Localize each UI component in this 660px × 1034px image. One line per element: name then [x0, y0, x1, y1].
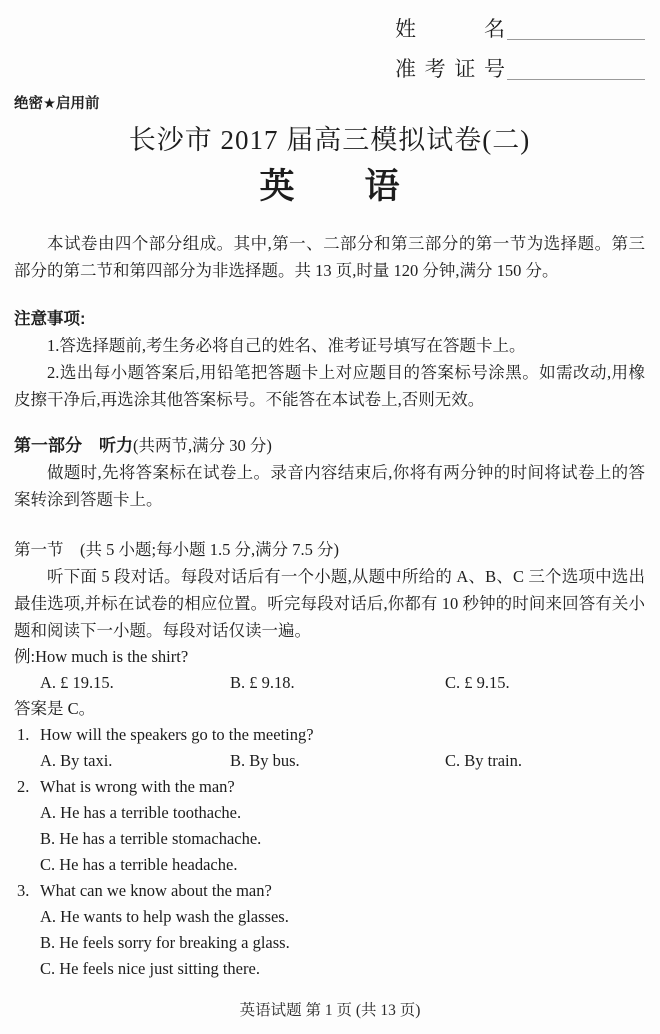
question-3-number: 3. — [17, 881, 30, 900]
question-2-text: What is wrong with the man? — [40, 777, 235, 796]
name-label: 姓名 — [395, 17, 505, 41]
notice-item-2: 2.选出每小题答案后,用铅笔把答题卡上对应题目的答案标号涂黑。如需改动,用橡皮擦干净后,再选涂其他答案标号。不能答在本试卷上,否则无效。 — [14, 363, 645, 409]
admission-number-fill-line — [507, 79, 645, 80]
example-option-a: A. £ 19.15. — [40, 673, 114, 692]
question-3-option-a: A. He wants to help wash the glasses. — [40, 907, 289, 926]
admission-number-field-row — [395, 54, 645, 84]
question-1-option-b: B. By bus. — [230, 751, 300, 770]
question-3-option-c: C. He feels nice just sitting there. — [40, 959, 260, 978]
notice-heading: 注意事项: — [14, 310, 86, 328]
page-footer: 英语试题 第 1 页 (共 13 页) — [239, 1002, 421, 1019]
section1-heading: 第一节 (共 5 小题;每小题 1.5 分,满分 7.5 分) — [14, 540, 339, 559]
question-3-text: What can we know about the man? — [40, 881, 272, 900]
candidate-info-block — [395, 14, 645, 84]
question-2-option-b: B. He has a terrible stomachache. — [40, 829, 262, 848]
name-field-row — [395, 14, 645, 44]
section1-instructions: 听下面 5 段对话。每段对话后有一个小题,从题中所给的 A、B、C 三个选项中选出最佳选项,并标在试卷的相应位置。听完每段对话后,你都有 10 秒钟的时间来回答有关小题和阅读下一小题。每段对话仅读一遍。 — [14, 567, 645, 640]
question-3 — [14, 878, 645, 982]
question-2-number: 2. — [17, 777, 30, 796]
name-fill-line — [507, 39, 645, 40]
question-1-option-c: C. By train. — [445, 751, 522, 770]
question-3-stem — [14, 878, 645, 904]
secrecy-notice: 绝密★启用前 — [14, 96, 100, 112]
question-2-option-a: A. He has a terrible toothache. — [40, 803, 242, 822]
example-prompt: 例:How much is the shirt? — [14, 647, 189, 666]
question-1-stem — [14, 722, 645, 748]
example-option-b: B. £ 9.18. — [230, 673, 295, 692]
admission-number-label: 准考证号 — [395, 57, 505, 81]
intro-paragraph: 本试卷由四个部分组成。其中,第一、二部分和第三部分的第一节为选择题。第三部分的第二节和第四部分为非选择题。共 13 页,时量 120 分钟,满分 150 分。 — [14, 234, 645, 280]
subject-title: 英 语 — [259, 167, 400, 206]
question-3-option-b: B. He feels sorry for breaking a glass. — [40, 933, 290, 952]
question-1-options-row — [14, 748, 645, 774]
question-2 — [14, 774, 645, 878]
part1-title: 第一部分 听力 — [14, 436, 133, 455]
notice-item-1: 1.答选择题前,考生务必将自己的姓名、准考证号填写在答题卡上。 — [47, 336, 526, 355]
question-1-text: How will the speakers go to the meeting? — [40, 725, 314, 744]
exam-title: 长沙市 2017 届高三模拟试卷(二) — [128, 125, 531, 155]
question-2-option-c: C. He has a terrible headache. — [40, 855, 238, 874]
question-1-option-a: A. By taxi. — [40, 751, 113, 770]
example-answer: 答案是 C。 — [14, 699, 96, 718]
question-1 — [14, 722, 645, 774]
example-options-row — [14, 670, 645, 696]
example-option-c: C. £ 9.15. — [445, 673, 510, 692]
part1-heading — [14, 433, 645, 459]
part1-title-suffix: (共两节,满分 30 分) — [133, 436, 272, 455]
question-2-stem — [14, 774, 645, 800]
question-1-number: 1. — [17, 725, 30, 744]
part1-instructions: 做题时,先将答案标在试卷上。录音内容结束后,你将有两分钟的时间将试卷上的答案转涂到答题卡上。 — [14, 463, 645, 509]
